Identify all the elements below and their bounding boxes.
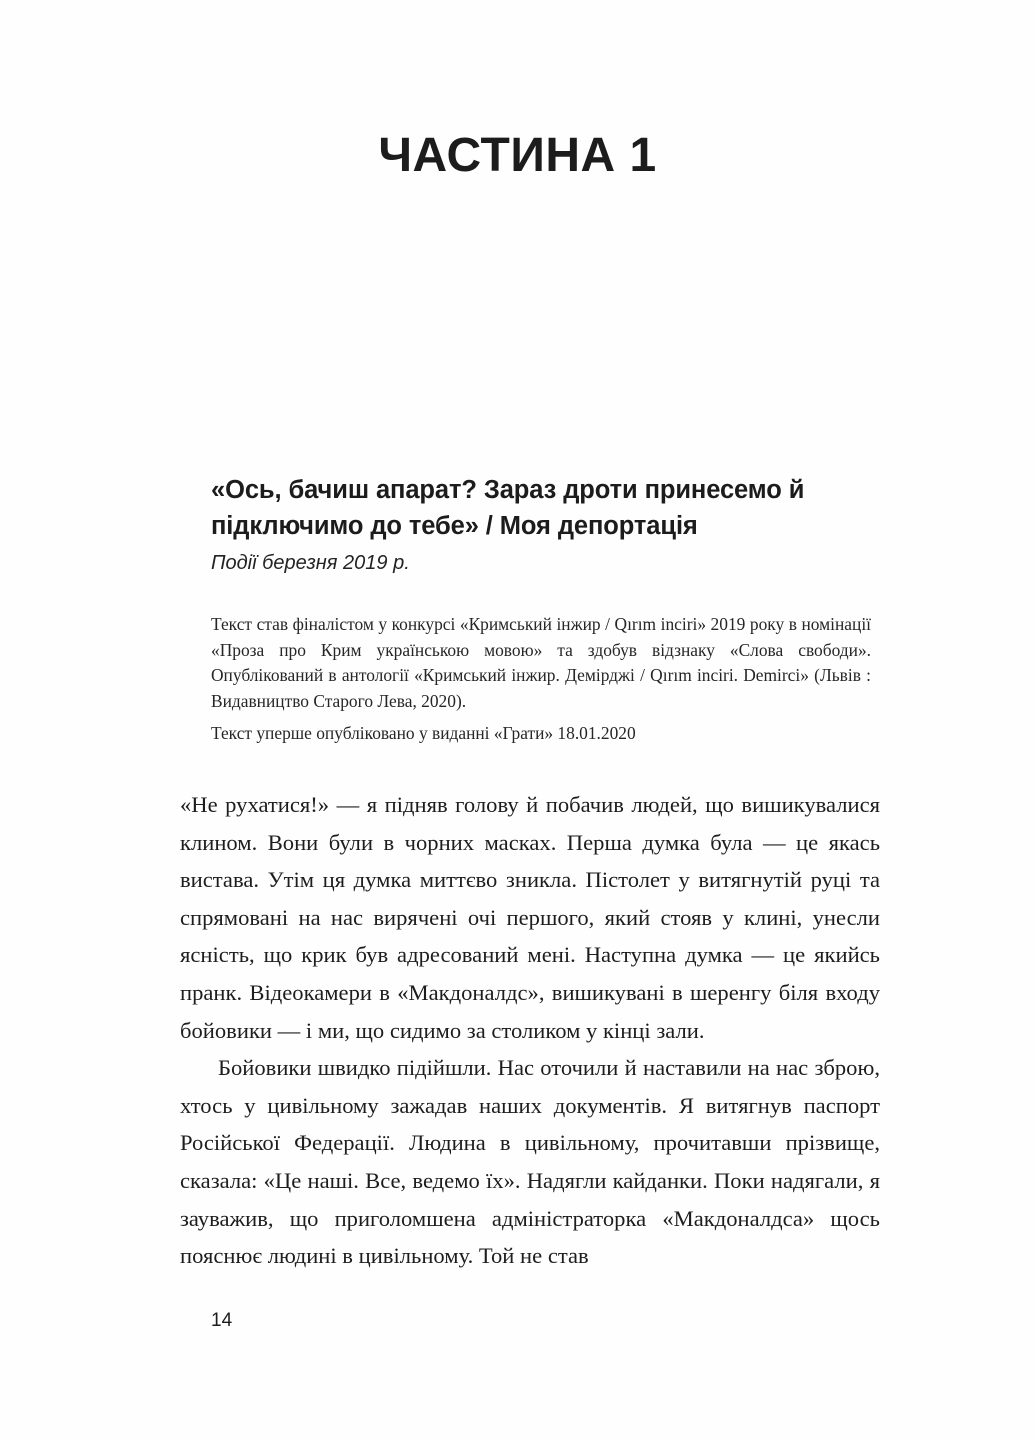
body-paragraph: «Не рухатися!» — я підняв голову й побачив людей, що вишикувалися клином. Вони були в чорних масках. Перша думка була — це якась вистава. Утім ця думка миттєво зникла. Пістолет у витягнутій руці та спрямовані на нас вирячені очі першого, який стояв у клині, унесли ясність, що крик був адресований мені. Наступна думка — це якийсь пранк. Відеокамери в «Макдоналдс», вишикувані в шеренгу біля входу бойовики — і ми, що сидимо за столиком у кінці зали. — [180, 792, 880, 1043]
page-number: 14 — [211, 1310, 233, 1331]
credit-line-1: Текст став фіналістом у конкурсі «Кримський інжир / Qırım inciri» 2019 року в номінації «Проза про Крим українською мовою» та здобув відзнаку «Слова свободи». Опублікований в антології «Кримський інжир. Демірджі / Qırım inciri. Demirci» (Львів : Видавництво Старого Лева, 2020). — [211, 614, 871, 711]
article-body — [180, 786, 880, 1275]
article-subtitle: Події березня 2019 р. — [211, 552, 410, 574]
part-heading: ЧАСТИНА 1 — [378, 129, 657, 182]
credit-line-2: Текст уперше опубліковано у виданні «Грати» 18.01.2020 — [211, 723, 636, 744]
article-header-block — [211, 472, 863, 578]
article-title: «Ось, бачиш апарат? Зараз дроти принесемо й підключимо до тебе» / Моя депортація — [211, 476, 805, 540]
body-paragraph: Бойовики швидко підійшли. Нас оточили й наставили на нас зброю, хтось у цивільному зажадав наших документів. Я витягнув паспорт Російської Федерації. Людина в цивільному, прочитавши прізвище, сказала: «Це наші. Все, ведемо їх». Надягли кайданки. Поки надягали, я зауважив, що приголомшена адміністраторка «Макдоналдса» щось пояснює людині в цивільному. Той не став — [180, 1055, 880, 1269]
article-credits-note — [211, 612, 871, 747]
